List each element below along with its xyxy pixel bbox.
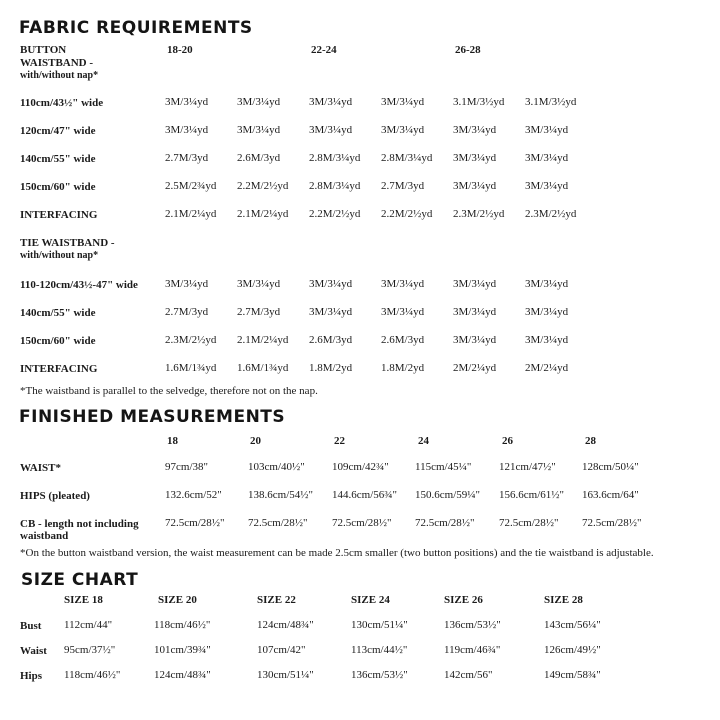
- finished-row-label: HIPS (pleated): [20, 490, 90, 502]
- size-chart-size-header: SIZE 28: [544, 594, 583, 606]
- size-chart-size-header: SIZE 24: [351, 594, 390, 606]
- fabric-row-label: 110cm/43½" wide: [20, 97, 104, 109]
- fabric-cell: 2.6M/3yd: [237, 152, 281, 164]
- finished-cell: 109cm/42¾": [332, 461, 389, 473]
- fabric-cell: 2.8M/3¼yd: [381, 152, 433, 164]
- fabric-cell: 2.6M/3yd: [309, 334, 353, 346]
- finished-cell: 121cm/47½": [499, 461, 556, 473]
- fabric-cell: 3M/3¼yd: [525, 124, 569, 136]
- finished-cell: 72.5cm/28½": [415, 517, 475, 529]
- button-waistband-label-1: BUTTON: [20, 44, 67, 56]
- fabric-cell: 2.2M/2½yd: [381, 208, 433, 220]
- finished-size-header: 18: [167, 435, 178, 447]
- finished-cell: 144.6cm/56¾": [332, 489, 397, 501]
- finished-size-header: 26: [502, 435, 513, 447]
- finished-size-header: 24: [418, 435, 429, 447]
- fabric-cell: 3M/3¼yd: [165, 96, 209, 108]
- fabric-cell: 2.8M/3¼yd: [309, 180, 361, 192]
- finished-cell: 132.6cm/52": [165, 489, 222, 501]
- finished-cell: 150.6cm/59¼": [415, 489, 480, 501]
- fabric-cell: 3M/3¼yd: [453, 180, 497, 192]
- fabric-cell: 3M/3¼yd: [381, 96, 425, 108]
- size-chart-cell: 149cm/58¾": [544, 669, 601, 681]
- fabric-cell: 2.1M/2¼yd: [165, 208, 217, 220]
- fabric-cell: 3M/3¼yd: [381, 124, 425, 136]
- fabric-cell: 3M/3¼yd: [453, 306, 497, 318]
- fabric-cell: 2M/2¼yd: [453, 362, 497, 374]
- fabric-cell: 3M/3¼yd: [525, 180, 569, 192]
- size-chart-cell: 95cm/37½": [64, 644, 116, 656]
- fabric-cell: 3M/3¼yd: [525, 152, 569, 164]
- size-chart-row-label: Waist: [20, 645, 47, 657]
- finished-measurements-title: FINISHED MEASUREMENTS: [19, 407, 286, 427]
- size-chart-row-label: Hips: [20, 670, 43, 682]
- fabric-cell: 3M/3¼yd: [453, 152, 497, 164]
- fabric-cell: 2.7M/3yd: [165, 152, 209, 164]
- fabric-cell: 3M/3¼yd: [309, 96, 353, 108]
- button-waistband-label-3: with/without nap*: [20, 70, 99, 81]
- size-chart-cell: 124cm/48¾": [154, 669, 211, 681]
- fabric-row-label: 110-120cm/43½-47" wide: [20, 279, 138, 291]
- fabric-size-header: 26-28: [455, 44, 481, 56]
- fabric-cell: 3M/3¼yd: [165, 278, 209, 290]
- finished-cell: 163.6cm/64": [582, 489, 639, 501]
- size-chart-cell: 143cm/56¼": [544, 619, 601, 631]
- size-chart-size-header: SIZE 20: [158, 594, 197, 606]
- size-chart-cell: 118cm/46½": [64, 669, 121, 681]
- size-chart-cell: 119cm/46¾": [444, 644, 501, 656]
- size-chart-size-header: SIZE 26: [444, 594, 483, 606]
- size-chart-size-header: SIZE 18: [64, 594, 103, 606]
- fabric-cell: 2.5M/2¾yd: [165, 180, 217, 192]
- fabric-cell: 3M/3¼yd: [381, 278, 425, 290]
- finished-row-label: waistband: [20, 530, 69, 542]
- fabric-cell: 3M/3¼yd: [453, 334, 497, 346]
- fabric-cell: 3M/3¼yd: [309, 278, 353, 290]
- finished-cell: 128cm/50¼": [582, 461, 639, 473]
- size-chart-cell: 112cm/44": [64, 619, 113, 631]
- finished-footnote: *On the button waistband version, the waist measurement can be made 2.5cm smaller (two button positions) and the tie waistband is adjustable.: [20, 547, 654, 559]
- fabric-cell: 2.2M/2½yd: [237, 180, 289, 192]
- size-chart-cell: 130cm/51¼": [351, 619, 408, 631]
- tie-waistband-label-2: with/without nap*: [20, 250, 99, 261]
- fabric-cell: 1.6M/1¾yd: [165, 362, 217, 374]
- size-chart-cell: 118cm/46½": [154, 619, 211, 631]
- fabric-cell: 2.1M/2¼yd: [237, 334, 289, 346]
- size-chart-cell: 136cm/53½": [351, 669, 408, 681]
- fabric-cell: 1.8M/2yd: [381, 362, 425, 374]
- fabric-row-label: 150cm/60" wide: [20, 335, 96, 347]
- fabric-cell: 3M/3¼yd: [237, 278, 281, 290]
- fabric-cell: 2.1M/2¼yd: [237, 208, 289, 220]
- fabric-row-label: 120cm/47" wide: [20, 125, 96, 137]
- size-chart-size-header: SIZE 22: [257, 594, 296, 606]
- fabric-cell: 1.6M/1¾yd: [237, 362, 289, 374]
- finished-cell: 115cm/45¼": [415, 461, 472, 473]
- fabric-cell: 3M/3¼yd: [525, 306, 569, 318]
- fabric-cell: 3M/3¼yd: [453, 124, 497, 136]
- fabric-row-label: 140cm/55" wide: [20, 153, 96, 165]
- fabric-cell: 3M/3¼yd: [237, 96, 281, 108]
- finished-cell: 103cm/40½": [248, 461, 305, 473]
- fabric-cell: 2.7M/3yd: [165, 306, 209, 318]
- finished-size-header: 20: [250, 435, 261, 447]
- fabric-cell: 2.8M/3¼yd: [309, 152, 361, 164]
- fabric-cell: 2.3M/2½yd: [453, 208, 505, 220]
- fabric-cell: 2.2M/2½yd: [309, 208, 361, 220]
- size-chart-cell: 130cm/51¼": [257, 669, 314, 681]
- fabric-row-label: 140cm/55" wide: [20, 307, 96, 319]
- fabric-cell: 3M/3¼yd: [309, 124, 353, 136]
- size-chart-cell: 142cm/56": [444, 669, 493, 681]
- finished-size-header: 28: [585, 435, 596, 447]
- fabric-cell: 2.7M/3yd: [381, 180, 425, 192]
- fabric-cell: 3.1M/3½yd: [453, 96, 505, 108]
- finished-cell: 72.5cm/28½": [165, 517, 225, 529]
- fabric-cell: 3M/3¼yd: [309, 306, 353, 318]
- fabric-cell: 2.6M/3yd: [381, 334, 425, 346]
- finished-cell: 97cm/38": [165, 461, 208, 473]
- size-chart-cell: 136cm/53½": [444, 619, 501, 631]
- fabric-footnote: *The waistband is parallel to the selvedge, therefore not on the nap.: [20, 385, 318, 397]
- fabric-row-label: 150cm/60" wide: [20, 181, 96, 193]
- fabric-cell: 2.7M/3yd: [237, 306, 281, 318]
- fabric-cell: 3M/3¼yd: [525, 334, 569, 346]
- fabric-cell: 2.3M/2½yd: [165, 334, 217, 346]
- fabric-size-header: 22-24: [311, 44, 337, 56]
- button-waistband-label-2: WAISTBAND -: [20, 57, 94, 69]
- fabric-cell: 1.8M/2yd: [309, 362, 353, 374]
- finished-cell: 72.5cm/28½": [499, 517, 559, 529]
- fabric-row-label: INTERFACING: [20, 209, 98, 221]
- finished-row-label: WAIST*: [20, 462, 61, 474]
- fabric-cell: 2.3M/2½yd: [525, 208, 577, 220]
- finished-cell: 156.6cm/61½": [499, 489, 564, 501]
- size-chart-cell: 113cm/44½": [351, 644, 408, 656]
- fabric-size-header: 18-20: [167, 44, 193, 56]
- fabric-cell: 3M/3¼yd: [453, 278, 497, 290]
- finished-cell: 138.6cm/54½": [248, 489, 313, 501]
- finished-cell: 72.5cm/28½": [582, 517, 642, 529]
- finished-size-header: 22: [334, 435, 345, 447]
- fabric-row-label: INTERFACING: [20, 363, 98, 375]
- size-chart-cell: 101cm/39¾": [154, 644, 211, 656]
- fabric-cell: 3.1M/3½yd: [525, 96, 577, 108]
- fabric-cell: 3M/3¼yd: [165, 124, 209, 136]
- finished-cell: 72.5cm/28½": [248, 517, 308, 529]
- size-chart-row-label: Bust: [20, 620, 42, 632]
- size-chart-cell: 107cm/42": [257, 644, 306, 656]
- fabric-requirements-title: FABRIC REQUIREMENTS: [19, 18, 253, 38]
- fabric-cell: 3M/3¼yd: [381, 306, 425, 318]
- size-chart-cell: 124cm/48¾": [257, 619, 314, 631]
- finished-row-label: CB - length not including: [20, 518, 139, 530]
- size-chart-cell: 126cm/49½": [544, 644, 601, 656]
- finished-cell: 72.5cm/28½": [332, 517, 392, 529]
- fabric-cell: 3M/3¼yd: [237, 124, 281, 136]
- fabric-cell: 3M/3¼yd: [525, 278, 569, 290]
- tie-waistband-label-1: TIE WAISTBAND -: [20, 237, 115, 249]
- fabric-cell: 2M/2¼yd: [525, 362, 569, 374]
- size-chart-title: SIZE CHART: [21, 570, 139, 590]
